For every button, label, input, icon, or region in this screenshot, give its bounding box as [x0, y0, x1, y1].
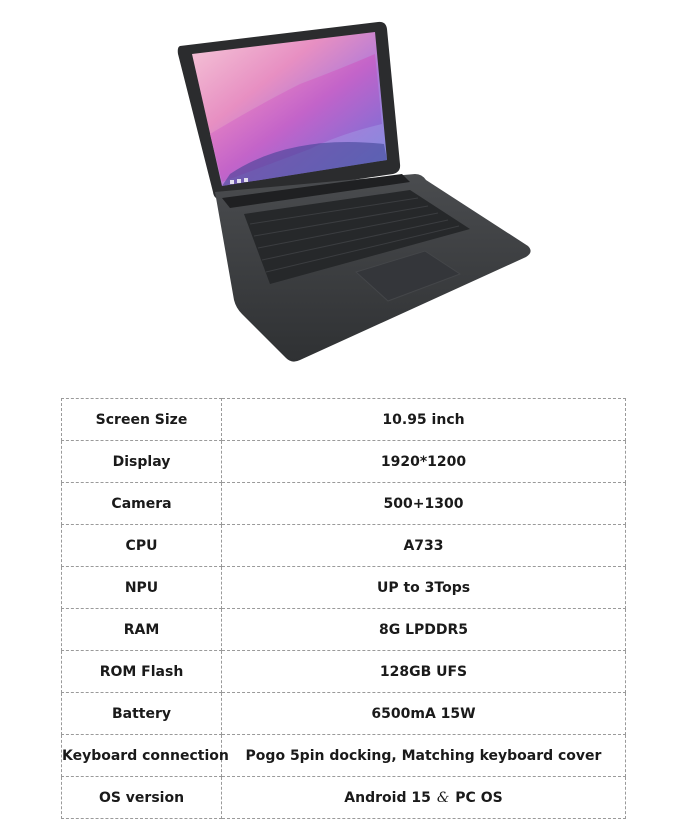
spec-row: [62, 609, 626, 651]
spec-row: [62, 777, 626, 819]
os-value-android: Android 15: [344, 789, 431, 806]
spec-label: RAM: [62, 609, 222, 651]
os-separator: &: [436, 789, 450, 806]
spec-table: [61, 398, 626, 819]
spec-label: OS version: [62, 777, 222, 819]
spec-label: Battery: [62, 693, 222, 735]
spec-value: UP to 3Tops: [222, 567, 626, 609]
spec-row: [62, 483, 626, 525]
spec-row: [62, 693, 626, 735]
spec-label: Display: [62, 441, 222, 483]
spec-label: ROM Flash: [62, 651, 222, 693]
spec-value: A733: [222, 525, 626, 567]
spec-row: [62, 525, 626, 567]
spec-value: 500+1300: [222, 483, 626, 525]
product-image: [170, 14, 540, 366]
spec-value: 10.95 inch: [222, 399, 626, 441]
spec-label: Camera: [62, 483, 222, 525]
spec-value: 1920*1200: [222, 441, 626, 483]
spec-label: Screen Size: [62, 399, 222, 441]
spec-label: NPU: [62, 567, 222, 609]
spec-value: 8G LPDDR5: [222, 609, 626, 651]
spec-value: [222, 777, 626, 819]
spec-row: [62, 735, 626, 777]
spec-row: [62, 441, 626, 483]
spec-value: 6500mA 15W: [222, 693, 626, 735]
spec-row: [62, 399, 626, 441]
os-value-pc: PC OS: [455, 789, 503, 806]
spec-row: [62, 651, 626, 693]
spec-value: 128GB UFS: [222, 651, 626, 693]
spec-row: [62, 567, 626, 609]
spec-label: Keyboard connection: [62, 735, 222, 777]
spec-value: Pogo 5pin docking, Matching keyboard cover: [222, 735, 626, 777]
spec-label: CPU: [62, 525, 222, 567]
